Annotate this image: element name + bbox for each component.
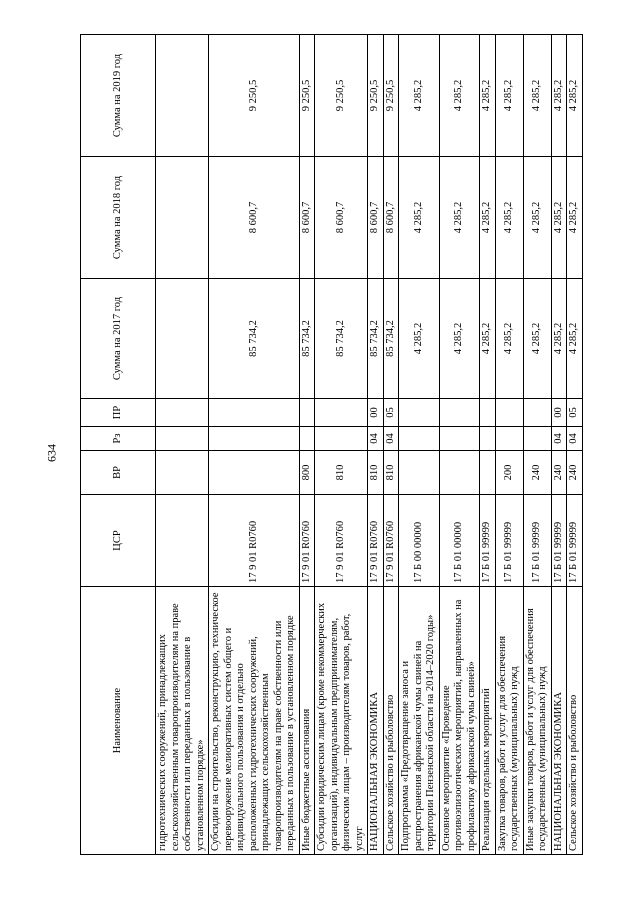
- cell-vr: [480, 451, 496, 495]
- cell-pr: 05: [567, 399, 583, 427]
- header-rz: Рз: [81, 427, 156, 451]
- table-row: [551, 35, 567, 855]
- cell-vr: [439, 451, 480, 495]
- cell-name: Основное мероприятие «Проведение противоэпизоотических мероприятий, направленных на профилактику африканской чумы свиней»: [439, 587, 480, 855]
- table-row: [209, 35, 300, 855]
- cell-sum-2018: [156, 157, 209, 279]
- cell-sum-2017: 85 734,2: [209, 279, 300, 399]
- table-row: [439, 35, 480, 855]
- cell-csr: 17 Б 01 00000: [439, 495, 480, 587]
- table-row: [368, 35, 384, 855]
- header-csr: ЦСР: [81, 495, 156, 587]
- cell-vr: 240: [523, 451, 551, 495]
- cell-name: Иные бюджетные ассигнования: [299, 587, 315, 855]
- cell-pr: 00: [551, 399, 567, 427]
- cell-name: НАЦИОНАЛЬНАЯ ЭКОНОМИКА: [368, 587, 384, 855]
- cell-name: Реализация отдельных мероприятий: [480, 587, 496, 855]
- cell-name: Субсидии на строительство, реконструкцию, техническое перевооружение мелиоративных систем общего и индивидуального пользования и отдельно расположенных гидротехнических сооружений, принадлежащих сельскохозяйственным товаропроизводителям на праве собственности или переданных в пользование в установленном порядке: [209, 587, 300, 855]
- cell-rz: [495, 427, 523, 451]
- cell-rz: 04: [567, 427, 583, 451]
- cell-csr: 17 Б 01 99999: [551, 495, 567, 587]
- cell-sum-2019: 4 285,2: [495, 35, 523, 157]
- cell-pr: [299, 399, 315, 427]
- cell-sum-2018: 4 285,2: [551, 157, 567, 279]
- cell-sum-2018: 4 285,2: [495, 157, 523, 279]
- cell-sum-2017: 4 285,2: [495, 279, 523, 399]
- cell-csr: 17 9 01 R0760: [383, 495, 399, 587]
- cell-pr: [209, 399, 300, 427]
- cell-pr: 00: [368, 399, 384, 427]
- cell-sum-2017: 85 734,2: [383, 279, 399, 399]
- table-row: [399, 35, 440, 855]
- cell-csr: 17 Б 00 00000: [399, 495, 440, 587]
- table-row: [480, 35, 496, 855]
- cell-sum-2018: 8 600,7: [383, 157, 399, 279]
- header-sum-2018: Сумма на 2018 год: [81, 157, 156, 279]
- header-row: [81, 35, 156, 855]
- header-sum-2017: Сумма на 2017 год: [81, 279, 156, 399]
- cell-vr: [156, 451, 209, 495]
- cell-sum-2018: 8 600,7: [368, 157, 384, 279]
- cell-pr: 05: [383, 399, 399, 427]
- cell-sum-2019: [156, 35, 209, 157]
- cell-sum-2018: 4 285,2: [567, 157, 583, 279]
- cell-rz: 04: [368, 427, 384, 451]
- cell-sum-2019: 9 250,5: [209, 35, 300, 157]
- cell-sum-2017: 4 285,2: [439, 279, 480, 399]
- budget-table: [80, 34, 583, 855]
- table-body: [156, 35, 583, 855]
- table-row: [156, 35, 209, 855]
- cell-pr: [480, 399, 496, 427]
- cell-sum-2017: 85 734,2: [315, 279, 368, 399]
- cell-name: гидротехнических сооружений, принадлежащих сельскохозяйственным товаропроизводителям на праве собственности или переданных в пользование в установленном порядке»: [156, 587, 209, 855]
- cell-rz: [439, 427, 480, 451]
- cell-pr: [315, 399, 368, 427]
- cell-sum-2019: 4 285,2: [523, 35, 551, 157]
- cell-vr: 800: [299, 451, 315, 495]
- cell-vr: [399, 451, 440, 495]
- cell-pr: [399, 399, 440, 427]
- cell-csr: 17 9 01 R0760: [315, 495, 368, 587]
- table-row: [383, 35, 399, 855]
- cell-csr: 17 Б 01 99999: [495, 495, 523, 587]
- table-row: [523, 35, 551, 855]
- cell-csr: 17 Б 01 99999: [480, 495, 496, 587]
- cell-sum-2019: 4 285,2: [480, 35, 496, 157]
- cell-sum-2017: [156, 279, 209, 399]
- cell-sum-2019: 9 250,5: [383, 35, 399, 157]
- cell-vr: 200: [495, 451, 523, 495]
- cell-csr: 17 Б 01 99999: [523, 495, 551, 587]
- cell-rz: [156, 427, 209, 451]
- cell-name: Подпрограмма «Предотвращение заноса и распространения африканской чумы свиней на территории Пензенской области на 2014–2020 годы»: [399, 587, 440, 855]
- cell-rz: [399, 427, 440, 451]
- cell-csr: 17 9 01 R0760: [299, 495, 315, 587]
- cell-sum-2017: 4 285,2: [523, 279, 551, 399]
- cell-rz: [523, 427, 551, 451]
- cell-name: Иные закупки товаров, работ и услуг для обеспечения государственных (муниципальных) нужд: [523, 587, 551, 855]
- cell-name: НАЦИОНАЛЬНАЯ ЭКОНОМИКА: [551, 587, 567, 855]
- cell-rz: 04: [551, 427, 567, 451]
- cell-sum-2017: 4 285,2: [567, 279, 583, 399]
- cell-vr: 240: [567, 451, 583, 495]
- cell-csr: 17 9 01 R0760: [209, 495, 300, 587]
- table-row: [315, 35, 368, 855]
- cell-rz: [480, 427, 496, 451]
- header-pr: ПР: [81, 399, 156, 427]
- header-name: Наименование: [81, 587, 156, 855]
- cell-name: Сельское хозяйство и рыболовство: [567, 587, 583, 855]
- table-row: [567, 35, 583, 855]
- cell-vr: 810: [368, 451, 384, 495]
- cell-name: Субсидии юридическим лицам (кроме некоммерческих организаций), индивидуальным предпринимателям, физическим лицам – производителям товаров, работ, услуг: [315, 587, 368, 855]
- cell-pr: [439, 399, 480, 427]
- cell-vr: 240: [551, 451, 567, 495]
- cell-sum-2017: 4 285,2: [480, 279, 496, 399]
- cell-sum-2018: 4 285,2: [523, 157, 551, 279]
- cell-sum-2018: 4 285,2: [480, 157, 496, 279]
- cell-sum-2017: 85 734,2: [368, 279, 384, 399]
- cell-sum-2019: 4 285,2: [551, 35, 567, 157]
- cell-vr: 810: [315, 451, 368, 495]
- header-vr: ВР: [81, 451, 156, 495]
- cell-sum-2018: 4 285,2: [399, 157, 440, 279]
- cell-vr: 810: [383, 451, 399, 495]
- cell-sum-2019: 9 250,5: [315, 35, 368, 157]
- cell-sum-2019: 4 285,2: [399, 35, 440, 157]
- cell-pr: [523, 399, 551, 427]
- cell-sum-2017: 85 734,2: [299, 279, 315, 399]
- cell-rz: 04: [383, 427, 399, 451]
- cell-sum-2018: 8 600,7: [315, 157, 368, 279]
- cell-sum-2017: 4 285,2: [399, 279, 440, 399]
- cell-sum-2018: 8 600,7: [209, 157, 300, 279]
- cell-rz: [299, 427, 315, 451]
- cell-csr: 17 9 01 R0760: [368, 495, 384, 587]
- cell-sum-2019: 4 285,2: [567, 35, 583, 157]
- cell-csr: 17 Б 01 99999: [567, 495, 583, 587]
- cell-pr: [495, 399, 523, 427]
- cell-sum-2018: 8 600,7: [299, 157, 315, 279]
- cell-name: Сельское хозяйство и рыболовство: [383, 587, 399, 855]
- cell-sum-2019: 4 285,2: [439, 35, 480, 157]
- rotated-table-container: [80, 35, 579, 855]
- cell-pr: [156, 399, 209, 427]
- cell-rz: [315, 427, 368, 451]
- cell-sum-2018: 4 285,2: [439, 157, 480, 279]
- table-row: [299, 35, 315, 855]
- table-row: [495, 35, 523, 855]
- cell-sum-2019: 9 250,5: [299, 35, 315, 157]
- page-number: 634: [44, 444, 59, 462]
- cell-name: Закупка товаров, работ и услуг для обеспечения государственных (муниципальных) нужд: [495, 587, 523, 855]
- cell-csr: [156, 495, 209, 587]
- cell-sum-2017: 4 285,2: [551, 279, 567, 399]
- header-sum-2019: Сумма на 2019 год: [81, 35, 156, 157]
- cell-rz: [209, 427, 300, 451]
- cell-vr: [209, 451, 300, 495]
- cell-sum-2019: 9 250,5: [368, 35, 384, 157]
